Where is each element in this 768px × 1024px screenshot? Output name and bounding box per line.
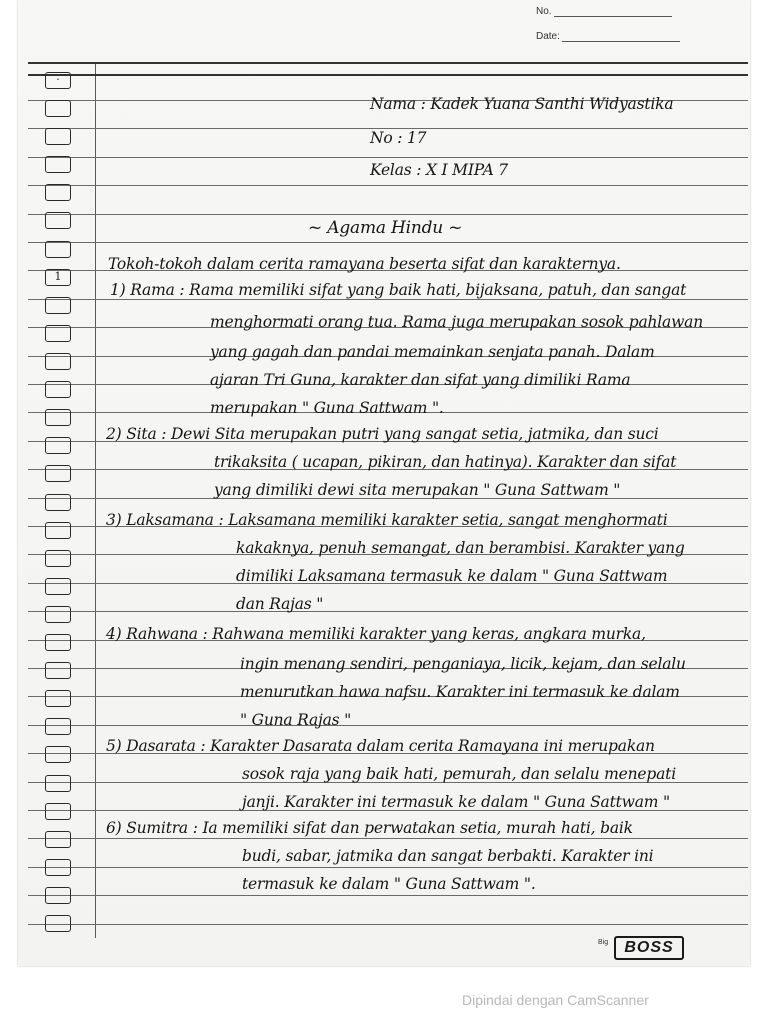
laksamana-line-1: 3) Laksamana : Laksamana memiliki karakter setia, sangat menghormati (106, 511, 668, 529)
ruled-line (28, 838, 748, 839)
ruled-line (28, 214, 748, 215)
margin-checkbox (45, 831, 71, 848)
intro-line: Tokoh-tokoh dalam cerita ramayana beserta sifat dan karakternya. (108, 255, 621, 273)
margin-checkbox (45, 803, 71, 820)
rama-line-5: merupakan " Guna Sattwam ". (210, 399, 444, 417)
margin-checkbox (45, 241, 71, 258)
no-label: No. (536, 6, 552, 17)
margin-checkbox (45, 128, 71, 145)
margin-checkbox (45, 859, 71, 876)
sita-line-1: 2) Sita : Dewi Sita merupakan putri yang sangat setia, jatmika, dan suci (106, 425, 659, 443)
margin-checkbox (45, 718, 71, 735)
margin-line (95, 62, 96, 938)
margin-checkbox (45, 72, 71, 89)
margin-checkbox (45, 662, 71, 679)
margin-checkbox (45, 915, 71, 932)
margin-checkbox (45, 550, 71, 567)
rama-line-4: ajaran Tri Guna, karakter dan sifat yang dimiliki Rama (210, 371, 631, 389)
ruled-line (28, 62, 748, 64)
laksamana-line-2: kakaknya, penuh semangat, dan berambisi. Karakter yang (236, 539, 685, 557)
margin-checkbox (45, 634, 71, 651)
ruled-line (28, 185, 748, 186)
text-line-nama: Nama : Kadek Yuana Santhi Widyastika (370, 95, 674, 113)
ruled-line (28, 157, 748, 158)
rama-line-1: 1) Rama : Rama memiliki sifat yang baik hati, bijaksana, patuh, dan sangat (110, 281, 687, 299)
margin-checkbox (45, 409, 71, 426)
ruled-line (28, 611, 748, 612)
ruled-line (28, 924, 748, 925)
sita-line-2: trikaksita ( ucapan, pikiran, dan hatinya). Karakter dan sifat (214, 453, 677, 471)
margin-checkbox (45, 606, 71, 623)
ruled-line (28, 895, 748, 896)
sumitra-line-2: budi, sabar, jatmika dan sangat berbakti. Karakter ini (242, 847, 654, 865)
margin-checkbox (45, 212, 71, 229)
ruled-line (28, 74, 748, 76)
sumitra-line-1: 6) Sumitra : Ia memiliki sifat dan perwatakan setia, murah hati, baik (106, 819, 633, 837)
brand-logo: BOSS (614, 936, 684, 960)
laksamana-line-4: dan Rajas " (236, 595, 324, 613)
dasarata-line-2: sosok raja yang baik hati, pemurah, dan selalu menepati (242, 765, 676, 783)
text-line-no: No : 17 (370, 129, 427, 147)
laksamana-line-3: dimiliki Laksamana termasuk ke dalam " Guna Sattwam (236, 567, 668, 585)
checkbox-mark: · (56, 73, 60, 86)
ruled-line (28, 242, 748, 243)
date-field (536, 31, 680, 42)
margin-checkbox (45, 578, 71, 595)
rahwana-line-1: 4) Rahwana : Rahwana memiliki karakter yang keras, angkara murka, (106, 625, 646, 643)
rahwana-line-4: " Guna Rajas " (240, 711, 352, 729)
sumitra-line-3: termasuk ke dalam " Guna Sattwam ". (242, 875, 536, 893)
margin-checkbox (45, 381, 71, 398)
no-field (536, 6, 672, 17)
rama-line-3: yang gagah dan pandai memainkan senjata panah. Dalam (210, 343, 655, 361)
margin-checkbox (45, 297, 71, 314)
margin-checkbox (45, 522, 71, 539)
margin-checkbox (45, 887, 71, 904)
margin-checkbox (45, 746, 71, 763)
ruled-line (28, 725, 748, 726)
ruled-line (28, 867, 748, 868)
notebook-page (18, 0, 750, 966)
margin-checkbox (45, 775, 71, 792)
margin-checkbox (45, 465, 71, 482)
margin-checkbox (45, 353, 71, 370)
margin-checkbox (45, 437, 71, 454)
margin-checkbox (45, 690, 71, 707)
margin-checkbox (45, 494, 71, 511)
scanner-watermark: Dipindai dengan CamScanner (462, 992, 649, 1008)
page-title: ~ Agama Hindu ~ (308, 218, 463, 238)
margin-checkbox (45, 156, 71, 173)
rama-line-2: menghormati orang tua. Rama juga merupakan sosok pahlawan (210, 313, 703, 331)
sita-line-3: yang dimiliki dewi sita merupakan " Guna Sattwam " (214, 481, 621, 499)
margin-checkbox (45, 100, 71, 117)
date-label: Date: (536, 31, 560, 42)
rahwana-line-2: ingin menang sendiri, penganiaya, licik, kejam, dan selalu (240, 655, 686, 673)
dasarata-line-1: 5) Dasarata : Karakter Dasarata dalam cerita Ramayana ini merupakan (106, 737, 655, 755)
margin-checkbox (45, 325, 71, 342)
rahwana-line-3: menurutkan hawa nafsu. Karakter ini termasuk ke dalam (240, 683, 680, 701)
brand-prefix: Big (598, 939, 609, 946)
margin-checkbox (45, 269, 71, 286)
checkbox-number: 1 (54, 270, 62, 283)
dasarata-line-3: janji. Karakter ini termasuk ke dalam " Guna Sattwam " (242, 793, 670, 811)
text-line-kelas: Kelas : X I MIPA 7 (370, 161, 508, 179)
margin-checkbox (45, 184, 71, 201)
